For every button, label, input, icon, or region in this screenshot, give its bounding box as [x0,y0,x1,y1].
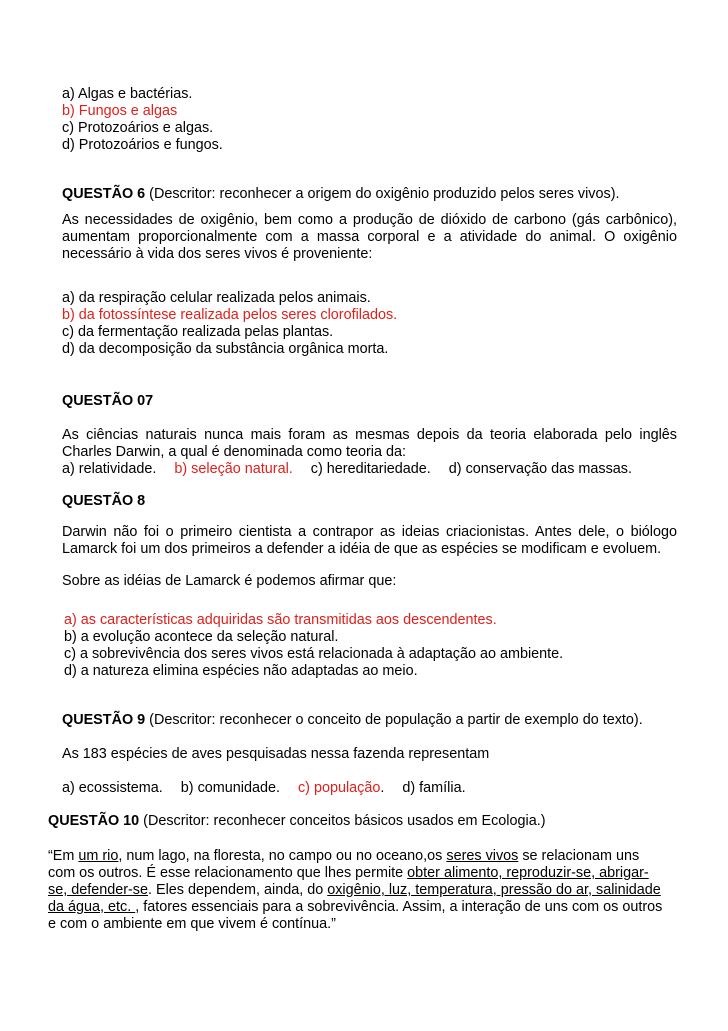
q10-text-line-1 [48,848,639,865]
q8-option-a-correct: a) as características adquiridas são transmitidas aos descendentes. [64,612,497,628]
q6-title: QUESTÃO 6 [62,186,146,202]
q8-option-c: c) a sobrevivência dos seres vivos está relacionada à adaptação ao ambiente. [64,646,564,662]
q6-option-d: d) da decomposição da substância orgânica morta. [62,341,389,357]
q10-underlined-term: seres vivos [446,848,519,864]
q10-text-line-2 [48,865,649,882]
q10-underlined-term: se, defender-se [48,882,148,898]
q8-stem-line-1: Darwin não foi o primeiro cientista a contrapor as ideias criacionistas. Antes dele, o biólogo [62,524,677,540]
q6-stem-line-3: necessário à vida dos seres vivos é proveniente: [62,246,373,262]
q7-stem-line-2: Charles Darwin, a qual é denominada como teoria da: [62,444,406,460]
q5-option-b-correct: b) Fungos e algas [62,103,178,119]
q10-descriptor: (Descritor: reconhecer conceitos básicos usados em Ecologia.) [139,813,546,829]
q8-title: QUESTÃO 8 [62,493,146,509]
q6-option-c: c) da fermentação realizada pelas plantas. [62,324,334,340]
q10-title: QUESTÃO 10 [48,813,140,829]
q9-option-a: a) ecossistema. [62,780,163,796]
q9-options-row [62,780,466,797]
q9-heading [62,712,643,729]
q6-stem-line-2: aumentam proporcionalmente com a massa corporal e a atividade do animal. O oxigênio [62,229,677,245]
q10-text: , fatores essenciais para a sobrevivência. Assim, a interação de uns com os outros [135,899,663,915]
q8-option-b: b) a evolução acontece da seleção natural. [64,629,339,645]
q10-text: com os outros. É esse relacionamento que lhes permite [48,865,408,881]
q10-heading [48,813,546,830]
q8-option-d: d) a natureza elimina espécies não adaptadas ao meio. [64,663,418,679]
q9-descriptor: (Descritor: reconhecer o conceito de população a partir de exemplo do texto). [145,712,643,728]
q10-text: . Eles dependem, ainda, do [148,882,328,898]
q7-option-d: d) conservação das massas. [448,461,632,477]
q10-text: se relacionam uns [518,848,640,864]
q10-text-line-3 [48,882,661,899]
q6-option-b-correct: b) da fotossíntese realizada pelos seres clorofilados. [62,307,398,323]
q9-title: QUESTÃO 9 [62,712,146,728]
q7-options-row [62,461,632,478]
q8-heading [62,493,145,510]
q7-option-c: c) hereditariedade. [310,461,431,477]
q7-stem-line-1: As ciências naturais nunca mais foram as mesmas depois da teoria elaborada pelo inglês [62,427,677,443]
q6-heading [62,186,620,203]
q9-option-c-period: . [380,780,385,796]
q10-underlined-term: da água, etc. [48,899,136,915]
q6-descriptor: (Descritor: reconhecer a origem do oxigênio produzido pelos seres vivos). [145,186,620,202]
q10-text: “Em [48,848,79,864]
q5-option-d: d) Protozoários e fungos. [62,137,223,153]
q10-text-line-5: e com o ambiente em que vivem é contínua.” [48,916,336,932]
q7-option-b-correct: b) seleção natural. [174,461,293,477]
q10-text-line-4 [48,899,662,916]
q7-heading [62,393,153,410]
q10-text: , num lago, na floresta, no campo ou no oceano,os [118,848,447,864]
q10-underlined-term: obter alimento, reproduzir-se, abrigar- [407,865,649,881]
q9-stem: As 183 espécies de aves pesquisadas nessa fazenda representam [62,746,490,762]
q8-stem-line-3: Sobre as idéias de Lamarck é podemos afirmar que: [62,573,397,589]
q9-option-c-correct: c) população [297,780,381,796]
q5-option-a: a) Algas e bactérias. [62,86,193,102]
q10-underlined-term: um rio [78,848,119,864]
q10-underlined-term: oxigênio, luz, temperatura, pressão do ar, salinidade [327,882,661,898]
q5-option-c: c) Protozoários e algas. [62,120,214,136]
q6-stem-line-1: As necessidades de oxigênio, bem como a produção de dióxido de carbono (gás carbônico), [62,212,677,228]
q9-option-b: b) comunidade. [180,780,280,796]
q7-title: QUESTÃO 07 [62,393,154,409]
q9-option-d: d) família. [402,780,466,796]
q7-option-a: a) relatividade. [62,461,157,477]
q6-option-a: a) da respiração celular realizada pelos animais. [62,290,371,306]
q8-stem-line-2: Lamarck foi um dos primeiros a defender a idéia de que as espécies se modificam e evoluem. [62,541,662,557]
